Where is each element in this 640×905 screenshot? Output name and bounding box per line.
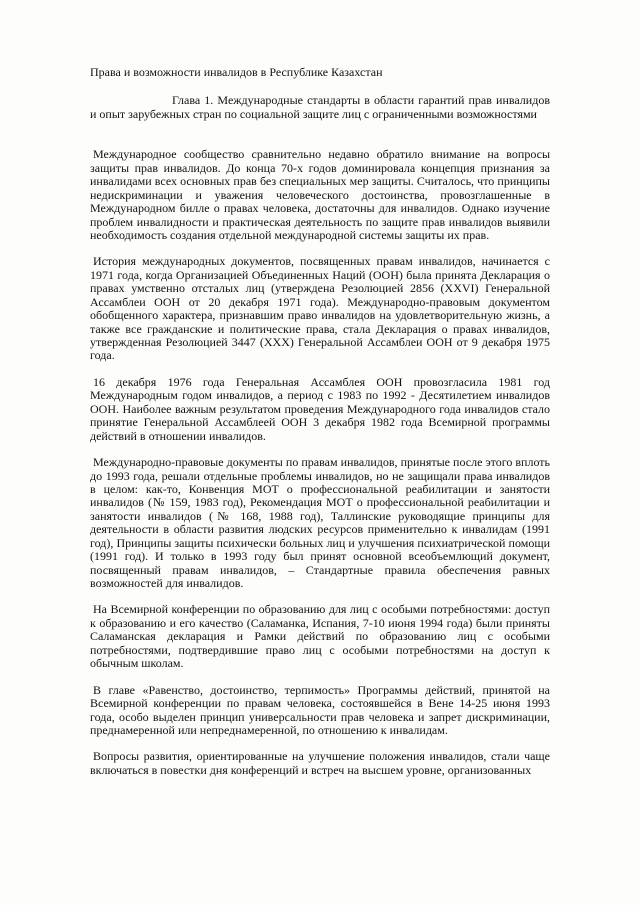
paragraph: История международных документов, посвященных правам инвалидов, начинается с 1971 года, когда Организацией Объединенных Наций (ООН) была принята Декларация о правах умственно отсталых лиц (утверждена Резолюцией 2856 (XXVI) Генеральной Ассамблеи ООН от 20 декабря 1971 года). Международно-правовым документом обобщенного характера, признавшим право инвалидов на удовлетворительную жизнь, а также все гражданские и политические права, стала Декларация о правах инвалидов, утвержденная Резолюцией 3447 (XXX) Генеральной Ассамблеи ООН от 9 декабря 1975 года. bbox=[90, 254, 550, 363]
paragraph: Международное сообщество сравнительно недавно обратило внимание на вопросы защиты прав инвалидов. До конца 70-х годов доминировала концепция признания за инвалидами всех основных прав без специальных мер защиты. Считалось, что принципы недискриминации и уважения человеческого достоинства, провозглашенные в Международном билле о правах человека, достаточны для инвалидов. Однако изучение проблем инвалидности и практическая деятельность по защите прав инвалидов выявили необходимость создания отдельной международной системы защиты их прав. bbox=[90, 147, 550, 242]
paragraph: На Всемирной конференции по образованию для лиц с особыми потребностями: доступ к образованию и его качество (Саламанка, Испания, 7-10 июня 1994 года) были приняты Саламанская декларация и Рамки действий по образованию лиц с особыми потребностями, подтвердившие право лиц с особыми потребностями на доступ к обычным школам. bbox=[90, 602, 550, 671]
document-title: Права и возможности инвалидов в Республике Казахстан bbox=[90, 65, 383, 79]
chapter-heading: Глава 1. Международные стандарты в области гарантий прав инвалидов и опыт зарубежных стран по социальной защите лиц с ограниченными возможностями bbox=[90, 93, 550, 121]
paragraph: 16 декабря 1976 года Генеральная Ассамблея ООН провозгласила 1981 год Международным годом инвалидов, а период с 1983 по 1992 - Десятилетием инвалидов ООН. Наиболее важным результатом проведения Международного года инвалидов стало принятие Генеральной Ассамблеей ООН 3 декабря 1982 года Всемирной программы действий в отношении инвалидов. bbox=[90, 374, 550, 443]
paragraph: Международно-правовые документы по правам инвалидов, принятые после этого вплоть до 1993 года, решали отдельные проблемы инвалидов, но не защищали права инвалидов в целом: как-то, Конвенция МОТ о профессиональной реабилитации и занятости инвалидов (№ 159, 1983 год), Рекомендация МОТ о профессиональной реабилитации и занятости инвалидов (№ 168, 1988 год), Таллинские руководящие принципы для деятельности в области развития людских ресурсов применительно к инвалидам (1991 год), Принципы защиты психически больных лиц и улучшения психиатрической помощи (1991 год). И только в 1993 году был принят основной всеобъемлющий документ, посвященный правам инвалидов, – Стандартные правила обеспечения равных возможностей для инвалидов. bbox=[90, 455, 550, 590]
paragraph: В главе «Равенство, достоинство, терпимость» Программы действий, принятой на Всемирной конференции по правам человека, состоявшейся в Вене 14-25 июня 1993 года, особо выделен принцип универсальности прав человека и запрет дискриминации, преднамеренной или непреднамеренной, по отношению к инвалидам. bbox=[90, 682, 550, 737]
paragraph: Вопросы развития, ориентированные на улучшение положения инвалидов, стали чаще включаться в повестки дня конференций и встреч на высшем уровне, организованных bbox=[90, 749, 550, 777]
